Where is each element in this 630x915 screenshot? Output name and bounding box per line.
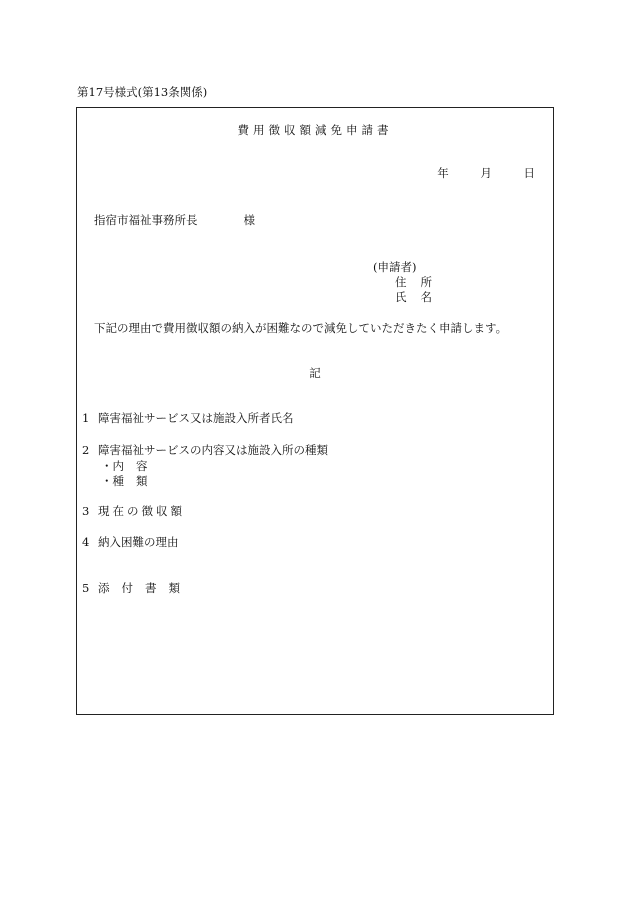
applicant-name-label: 氏 名 xyxy=(395,290,432,304)
addressee xyxy=(94,212,255,228)
document-title: 費用徴収額減免申請書 xyxy=(237,123,393,137)
sub-item-kind: ・種 類 xyxy=(101,474,148,488)
addressee-honorific: 様 xyxy=(243,213,255,227)
date-line xyxy=(437,165,535,181)
date-year: 年 xyxy=(437,166,449,180)
applicant-label: (申請者) xyxy=(373,260,417,274)
application-form xyxy=(76,107,554,715)
item-current-amount: 3 現在の徴収額 xyxy=(82,504,185,518)
addressee-name: 指宿市福祉事務所長 xyxy=(94,213,198,227)
sub-item-content: ・内 容 xyxy=(101,459,148,473)
item-recipient-name: 1 障害福祉サービス又は施設入所者氏名 xyxy=(82,411,294,425)
item-service-type: 2 障害福祉サービスの内容又は施設入所の種類 xyxy=(82,443,328,457)
ki-heading: 記 xyxy=(309,366,321,380)
date-day: 日 xyxy=(523,166,535,180)
item-attachments: 5 添付書類 xyxy=(82,581,192,595)
request-statement: 下記の理由で費用徴収額の納入が困難なので減免していただきたく申請します。 xyxy=(94,321,508,335)
applicant-address-label: 住 所 xyxy=(395,275,432,289)
form-number: 第17号様式(第13条関係) xyxy=(77,85,208,99)
date-month: 月 xyxy=(480,166,492,180)
item-reason: 4 納入困難の理由 xyxy=(82,535,179,549)
